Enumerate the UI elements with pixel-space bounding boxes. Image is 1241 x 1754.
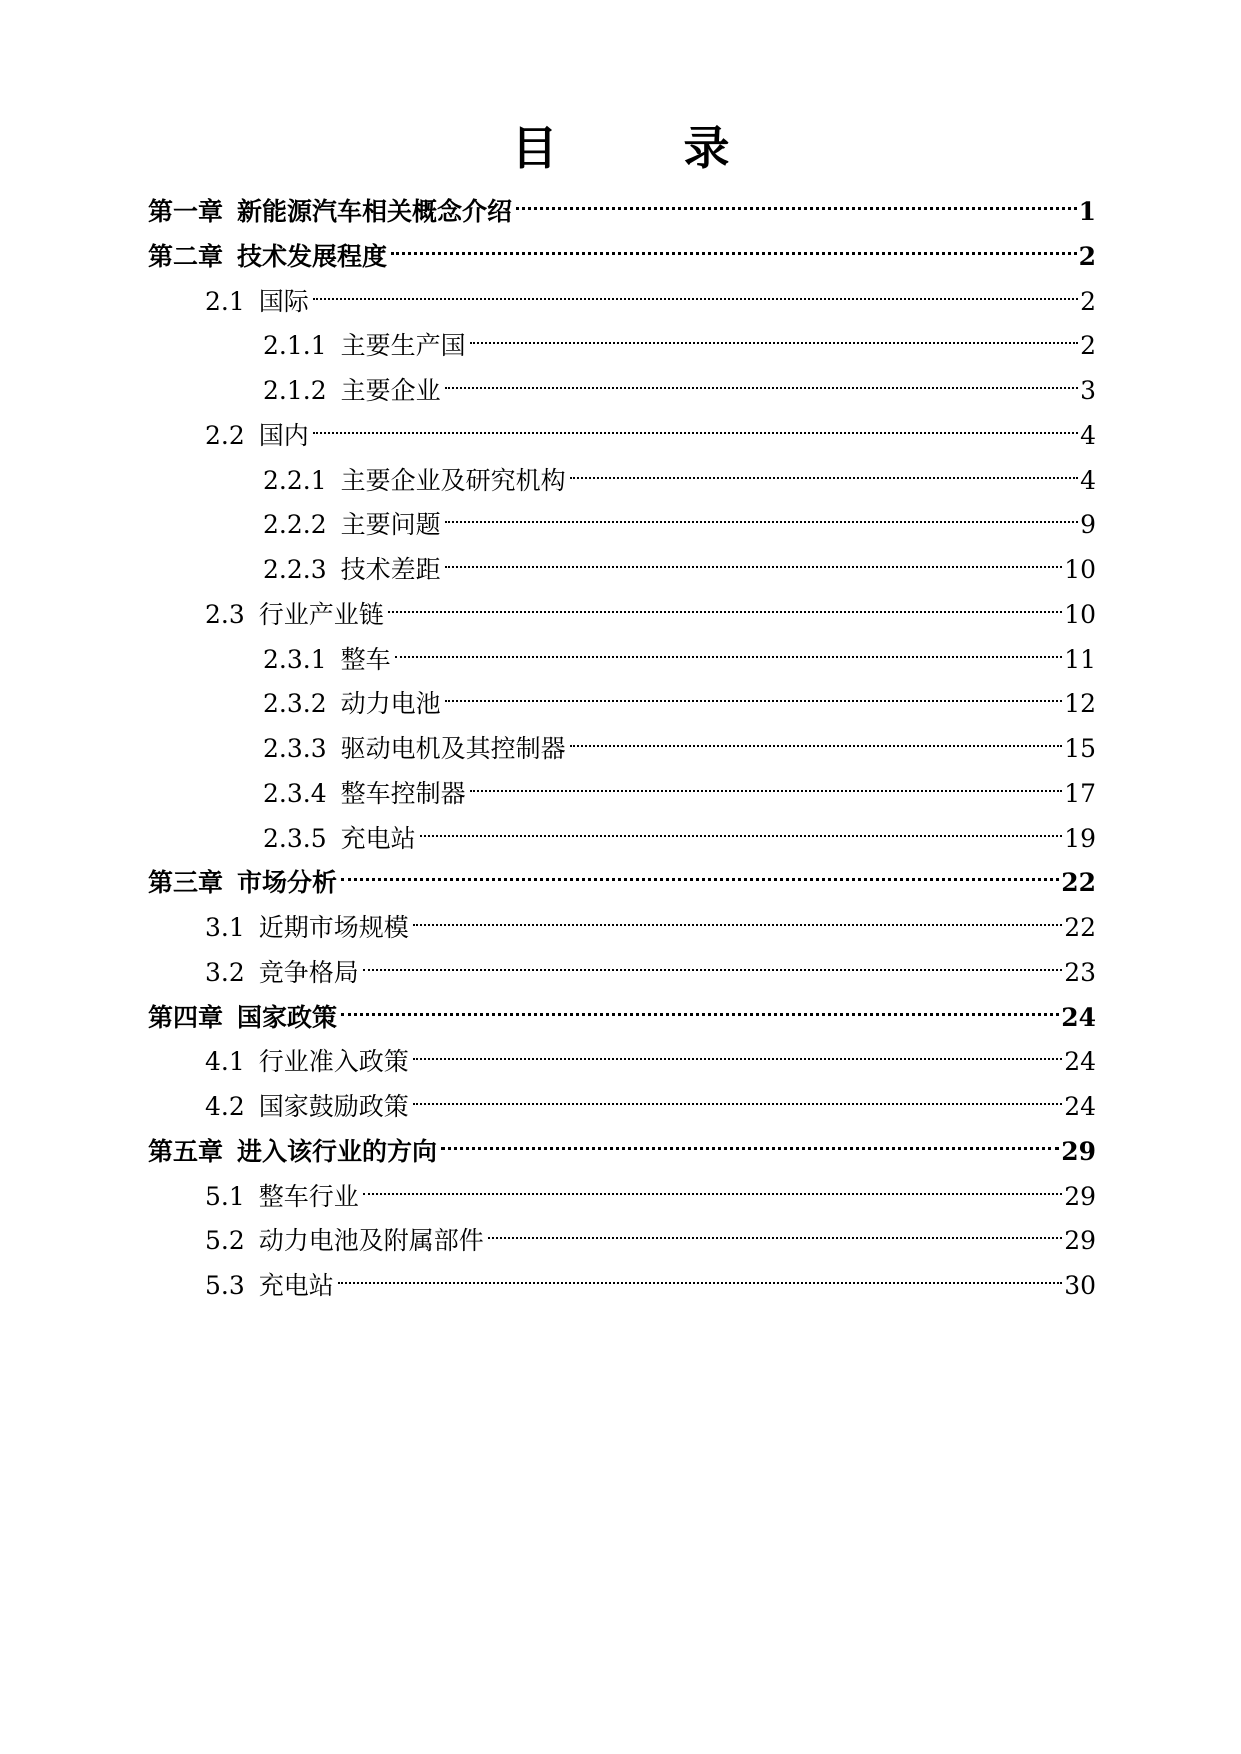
toc-entry-title: 市场分析 — [237, 868, 338, 898]
toc-entry-title: 行业产业链 — [258, 599, 384, 629]
toc-entry-title: 竞争格局 — [258, 957, 359, 987]
toc-dot-leader — [341, 851, 1059, 891]
toc-dot-leader — [341, 986, 1059, 1026]
page-title: 目 录 — [511, 121, 770, 175]
toc-entry-title: 主要问题 — [340, 510, 441, 540]
toc-page-number: 29 — [1064, 1181, 1096, 1211]
toc-entry-title: 技术发展程度 — [237, 241, 388, 271]
toc-entry-title: 技术差距 — [340, 555, 441, 584]
toc-page-number: 2 — [1080, 286, 1096, 316]
toc-page-number: 15 — [1064, 734, 1096, 763]
toc-entry-title: 整车 — [340, 644, 391, 674]
toc-entry-number: 2.2 — [205, 420, 245, 450]
toc-entry[interactable] — [205, 941, 1096, 987]
toc-entry-number: 2.3 — [205, 599, 245, 629]
toc-entry[interactable] — [205, 1165, 1096, 1211]
toc-entry-title: 充电站 — [340, 823, 416, 853]
toc-dot-leader — [313, 270, 1078, 310]
toc-dot-leader — [388, 583, 1062, 623]
toc-entry[interactable] — [263, 672, 1096, 719]
toc-page-number: 1 — [1078, 197, 1096, 226]
toc-page-number: 29 — [1061, 1136, 1096, 1166]
toc-entry[interactable] — [148, 180, 1096, 226]
toc-entry-number: 2.3.2 — [263, 689, 327, 719]
toc-entry-number: 4.1 — [205, 1047, 245, 1077]
toc-entry-title: 近期市场规模 — [258, 913, 409, 942]
toc-entry[interactable] — [263, 762, 1096, 808]
toc-entry-number: 2.1 — [205, 286, 245, 316]
toc-entry-number: 3.1 — [205, 913, 245, 942]
toc-page-number: 19 — [1064, 823, 1096, 853]
toc-dot-leader — [445, 493, 1078, 533]
toc-page-number: 22 — [1064, 913, 1096, 942]
toc-entry-title: 主要企业 — [340, 376, 441, 405]
toc-entry[interactable] — [263, 359, 1096, 405]
toc-entry[interactable] — [148, 986, 1096, 1032]
toc-entry-title: 驱动电机及其控制器 — [340, 734, 566, 763]
toc-entry[interactable] — [148, 1120, 1096, 1166]
toc-entry-title: 国际 — [258, 286, 309, 316]
toc-dot-leader — [570, 717, 1063, 757]
toc-entry[interactable] — [263, 449, 1096, 495]
toc-entry[interactable] — [263, 493, 1096, 540]
toc-entry-number: 4.2 — [205, 1092, 245, 1121]
toc-entry[interactable] — [205, 1254, 1096, 1300]
toc-entry-number: 2.2.2 — [263, 510, 327, 540]
toc-entry-number: 2.3.3 — [263, 734, 327, 763]
toc-entry[interactable] — [263, 314, 1096, 361]
toc-dot-leader — [570, 449, 1078, 489]
toc-page-number: 24 — [1064, 1092, 1096, 1121]
toc-dot-leader — [445, 672, 1063, 712]
toc-dot-leader — [338, 1254, 1062, 1294]
toc-dot-leader — [413, 896, 1062, 936]
toc-entry[interactable] — [263, 628, 1096, 674]
toc-entry-number: 5.1 — [205, 1181, 245, 1211]
toc-entry-number: 第一章 — [148, 197, 224, 226]
toc-entry-title: 行业准入政策 — [258, 1047, 409, 1077]
toc-entry-number: 2.1.2 — [263, 376, 327, 405]
toc-entry-title: 国家政策 — [237, 1002, 338, 1032]
toc-page-number: 3 — [1080, 376, 1096, 405]
toc-page-number: 2 — [1078, 241, 1096, 271]
toc-page-number: 22 — [1061, 868, 1096, 898]
toc-page-number: 24 — [1061, 1002, 1096, 1032]
toc-dot-leader — [441, 1120, 1059, 1160]
toc-page-number: 4 — [1080, 465, 1096, 495]
toc-dot-leader — [420, 807, 1063, 847]
toc-page-number: 24 — [1064, 1047, 1096, 1077]
toc-entry-title: 动力电池 — [340, 689, 441, 719]
toc-page-number: 11 — [1064, 644, 1096, 674]
toc-entry-number: 第二章 — [148, 241, 224, 271]
toc-entry-number: 5.3 — [205, 1271, 245, 1300]
toc-page-number: 30 — [1064, 1271, 1096, 1300]
toc-entry-number: 3.2 — [205, 957, 245, 987]
toc-entry-title: 主要生产国 — [340, 331, 466, 361]
toc-entry[interactable] — [148, 851, 1096, 898]
toc-dot-leader — [516, 180, 1077, 220]
toc-entry-number: 2.3.5 — [263, 823, 327, 853]
toc-dot-leader — [488, 1209, 1062, 1249]
toc-entry[interactable] — [148, 225, 1096, 271]
toc-entry-title: 整车控制器 — [340, 778, 466, 808]
toc-page-number: 9 — [1080, 510, 1096, 540]
toc-entry-title: 整车行业 — [258, 1181, 359, 1211]
toc-entry-number: 第三章 — [148, 868, 224, 898]
toc-dot-leader — [413, 1030, 1062, 1070]
toc-page-number: 23 — [1064, 957, 1096, 987]
toc-dot-leader — [445, 538, 1063, 578]
toc-entry-number: 2.3.4 — [263, 778, 327, 808]
toc-entry-number: 5.2 — [205, 1226, 245, 1256]
toc-entry[interactable] — [205, 583, 1096, 629]
toc-entry[interactable] — [263, 717, 1096, 763]
toc-dot-leader — [391, 225, 1077, 265]
toc-entry-number: 2.2.1 — [263, 465, 327, 495]
toc-page-number: 10 — [1064, 555, 1096, 584]
toc-entry-number: 2.1.1 — [263, 331, 327, 361]
toc-entry[interactable] — [205, 270, 1096, 316]
toc-page-number: 12 — [1064, 689, 1096, 719]
toc-dot-leader — [470, 314, 1078, 354]
toc-entry-title: 国家鼓励政策 — [258, 1092, 409, 1121]
toc-dot-leader — [363, 1165, 1062, 1205]
toc-dot-leader — [413, 1075, 1062, 1115]
toc-entry-title: 进入该行业的方向 — [237, 1136, 438, 1166]
toc-dot-leader — [363, 941, 1062, 981]
toc-page-number: 2 — [1080, 331, 1096, 361]
toc-entry-number: 第四章 — [148, 1002, 224, 1032]
toc-page-number: 10 — [1064, 599, 1096, 629]
toc-entry-title: 动力电池及附属部件 — [258, 1226, 484, 1256]
toc-entry[interactable] — [205, 1075, 1096, 1121]
toc-entry[interactable] — [205, 1209, 1096, 1256]
toc-entry-title: 新能源汽车相关概念介绍 — [237, 197, 513, 226]
toc-entry-number: 2.2.3 — [263, 555, 327, 584]
toc-entry[interactable] — [205, 896, 1096, 942]
toc-dot-leader — [395, 628, 1063, 668]
toc-page-number: 29 — [1064, 1226, 1096, 1256]
toc-dot-leader — [445, 359, 1078, 399]
toc-entry[interactable] — [205, 1030, 1096, 1077]
toc-entry-title: 充电站 — [258, 1271, 334, 1300]
toc-page-number: 4 — [1080, 420, 1096, 450]
toc-entry-number: 第五章 — [148, 1136, 224, 1166]
toc-entry[interactable] — [263, 807, 1096, 853]
toc-dot-leader — [470, 762, 1063, 802]
toc-entry[interactable] — [263, 538, 1096, 584]
toc-dot-leader — [313, 404, 1078, 444]
toc-entry-title: 主要企业及研究机构 — [340, 465, 566, 495]
toc-page-number: 17 — [1064, 778, 1096, 808]
toc-entry[interactable] — [205, 404, 1096, 450]
toc-entry-number: 2.3.1 — [263, 644, 327, 674]
toc-entry-title: 国内 — [258, 420, 309, 450]
